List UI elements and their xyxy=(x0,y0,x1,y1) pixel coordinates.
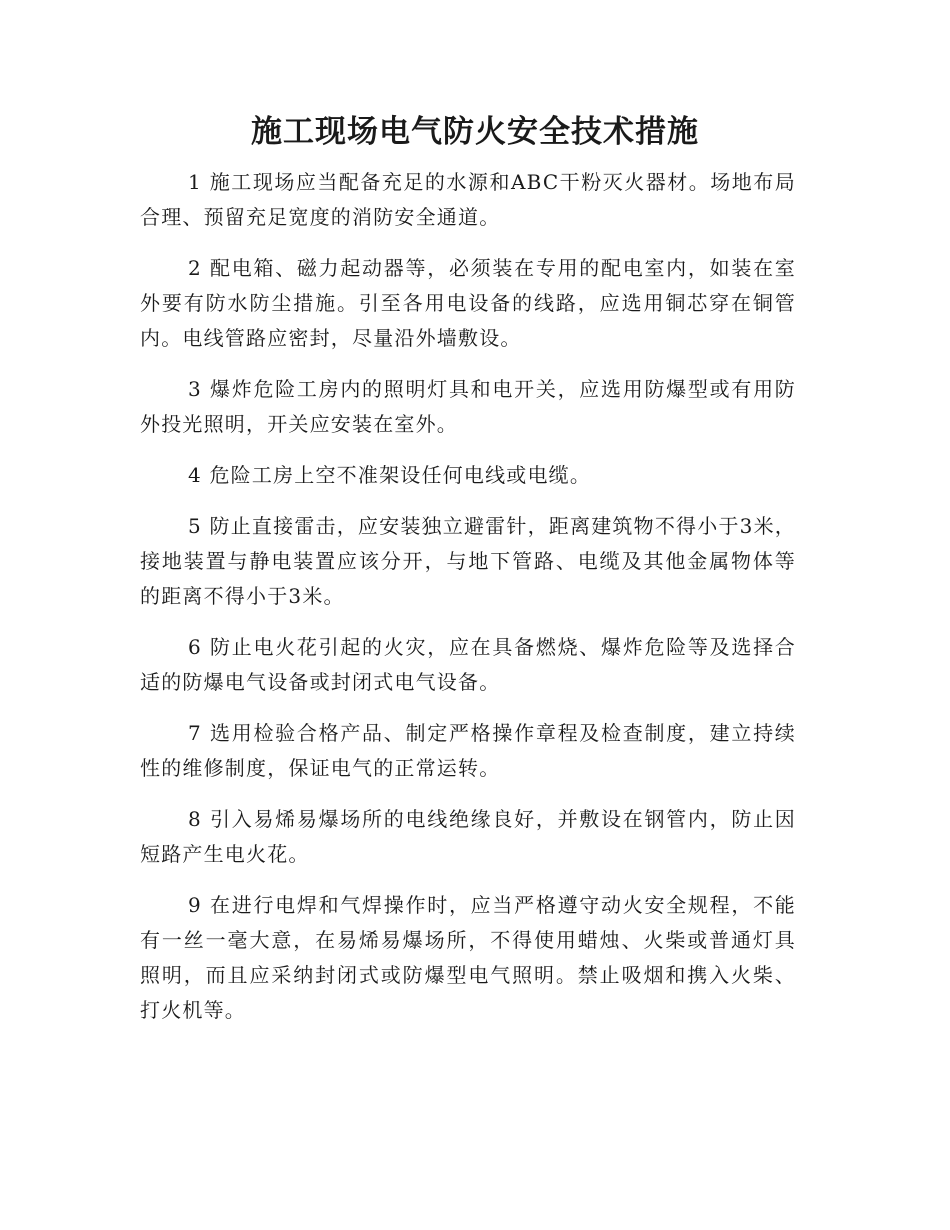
paragraph-3: 3 爆炸危险工房内的照明灯具和电开关，应选用防爆型或有用防外投光照明，开关应安装在室外。 xyxy=(140,377,796,436)
paragraph-9: 9 在进行电焊和气焊操作时，应当严格遵守动火安全规程，不能有一丝一毫大意，在易烯易爆场所，不得使用蜡烛、火柴或普通灯具照明，而且应采纳封闭式或防爆型电气照明。禁止吸烟和携入火柴、打火机等。 xyxy=(140,893,796,1022)
paragraph-4: 4 危险工房上空不准架设任何电线或电缆。 xyxy=(188,463,592,487)
document-title: 施工现场电气防火安全技术措施 xyxy=(251,114,699,150)
paragraph-1: 1 施工现场应当配备充足的水源和ABC干粉灭火器材。场地布局合理、预留充足宽度的消防安全通道。 xyxy=(140,170,796,229)
paragraph-7: 7 选用检验合格产品、制定严格操作章程及检查制度，建立持续性的维修制度，保证电气的正常运转。 xyxy=(140,721,796,780)
document-body xyxy=(140,165,796,1044)
paragraph-5: 5 防止直接雷击，应安装独立避雷针，距离建筑物不得小于3米，接地装置与静电装置应该分开，与地下管路、电缆及其他金属物体等的距离不得小于3米。 xyxy=(140,514,796,608)
paragraph-8: 8 引入易烯易爆场所的电线绝缘良好，并敷设在钢管内，防止因短路产生电火花。 xyxy=(140,807,796,866)
paragraph-6: 6 防止电火花引起的火灾，应在具备燃烧、爆炸危险等及选择合适的防爆电气设备或封闭式电气设备。 xyxy=(140,635,796,694)
paragraph-2: 2 配电箱、磁力起动器等，必须装在专用的配电室内，如装在室外要有防水防尘措施。引至各用电设备的线路，应选用铜芯穿在铜管内。电线管路应密封，尽量沿外墙敷设。 xyxy=(140,256,796,350)
